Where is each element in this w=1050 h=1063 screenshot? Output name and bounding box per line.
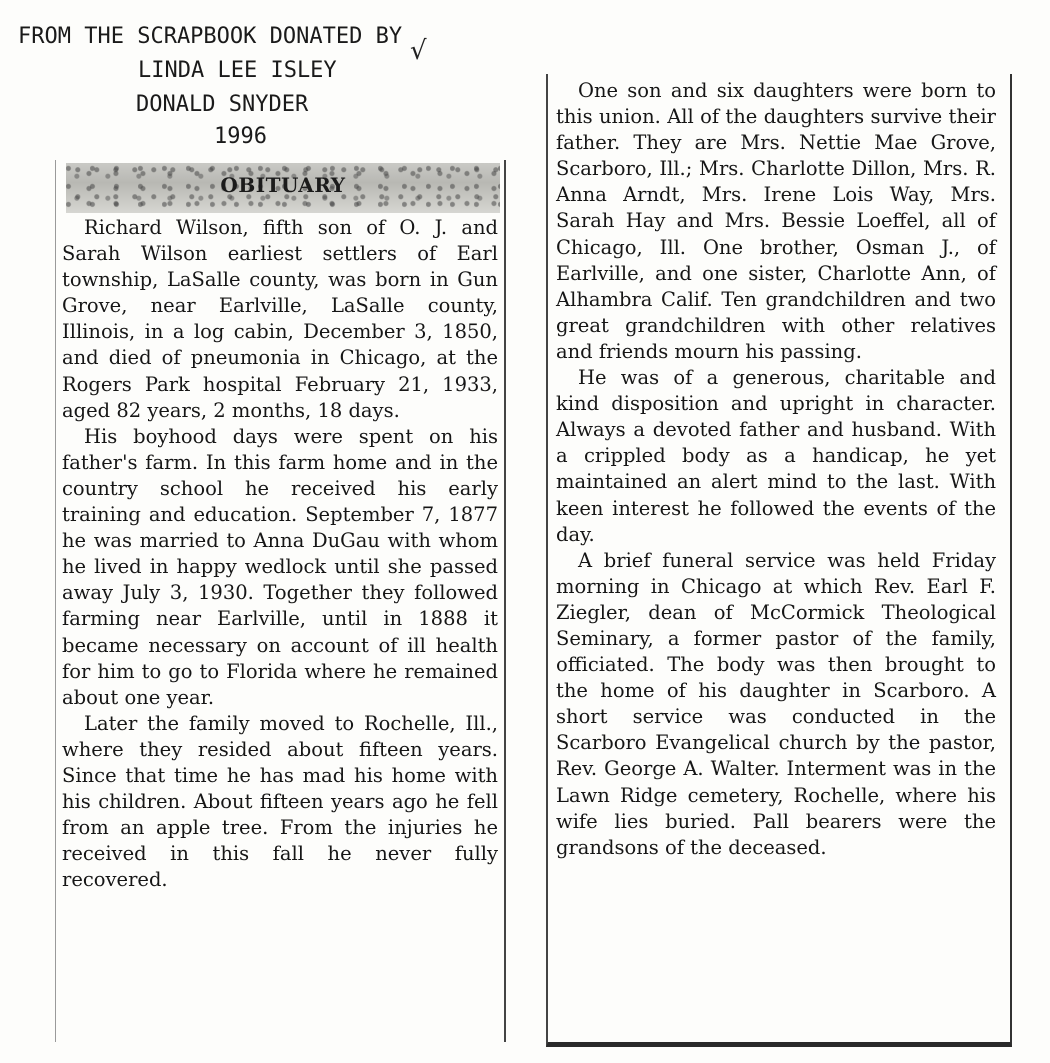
scrapbook-note-line-1: FROM THE SCRAPBOOK DONATED BY (18, 24, 403, 49)
scrapbook-note-year: 1996 (214, 124, 267, 149)
obituary-column-right (556, 78, 996, 1028)
obituary-paragraph: A brief funeral service was held Friday morning in Chicago at which Rev. Earl F. Ziegler, dean of McCormick Theological Seminary, a former pastor of the family, officiated. The body was then brought to the home of his daughter in Scarboro. A short service was conducted in the Scarboro Evangelical church by the pastor, Rev. George A. Walter. Interment was in the Lawn Ridge cemetery, Rochelle, where his wife lies buried. Pall bearers were the grandsons of the deceased. (556, 548, 996, 859)
obituary-heading: OBITUARY (220, 173, 346, 197)
handwritten-checkmark-icon: √ (410, 36, 427, 66)
obituary-column-left (62, 215, 498, 1035)
scrapbook-note-line-3: DONALD SNYDER (136, 92, 309, 117)
obituary-masthead (66, 163, 500, 213)
obituary-paragraph: He was of a generous, charitable and kind disposition and upright in character. Always a devoted father and husband. With a crippled body as a handicap, he yet maintained an alert mind to the last. With keen interest he followed the events of the day. (556, 366, 996, 546)
scrapbook-note-line-2: LINDA LEE ISLEY (138, 58, 337, 83)
obituary-paragraph: One son and six daughters were born to this union. All of the daughters survive their father. They are Mrs. Nettie Mae Grove, Scarboro, Ill.; Mrs. Charlotte Dillon, Mrs. R. Anna Arndt, Mrs. Irene Lois Way, Mrs. Sarah Hay and Mrs. Bessie Loeffel, all of Chicago, Ill. One brother, Osman J., of Earlville, and one sister, Charlotte Ann, of Alhambra Calif. Ten grandchildren and two great grandchildren with other relatives and friends mourn his passing. (556, 79, 996, 363)
obituary-paragraph: Later the family moved to Rochelle, Ill., where they resided about fifteen years. Since that time he has mad his home with his children. About fifteen years ago he fell from an apple tree. From the injuries he received in this fall he never fully recovered. (62, 711, 498, 892)
obituary-paragraph: His boyhood days were spent on his father's farm. In this farm home and in the country school he received his early training and education. September 7, 1877 he was married to Anna DuGau with whom he lived in happy wedlock until she passed away July 3, 1930. Together they followed farming near Earlville, until in 1888 it became necessary on account of ill health for him to go to Florida where he remained about one year. (62, 424, 498, 709)
obituary-paragraph: Richard Wilson, fifth son of O. J. and Sarah Wilson earliest settlers of Earl township, LaSalle county, was born in Gun Grove, near Earlville, LaSalle county, Illinois, in a log cabin, December 3, 1850, and died of pneumonia in Chicago, at the Rogers Park hospital February 21, 1933, aged 82 years, 2 months, 18 days. (62, 216, 498, 422)
